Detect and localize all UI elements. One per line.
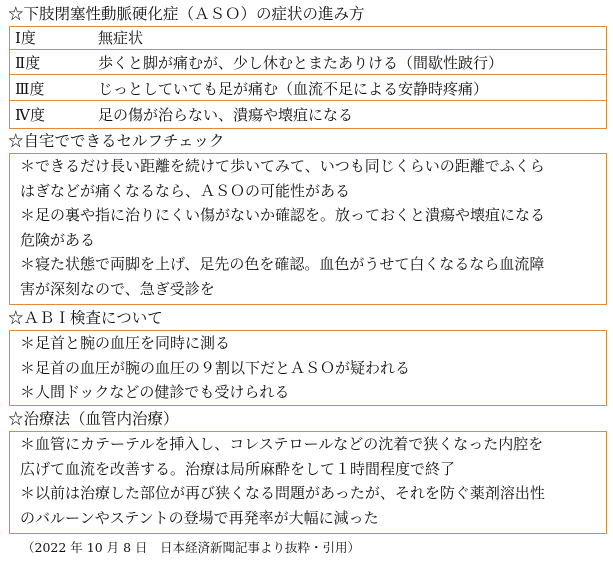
text-line: ＊寝た状態で両脚を上げ、足先の色を確認。血色がうせて白くなるなら血流障 bbox=[20, 255, 545, 273]
stage-description: じっとしていても足が痛む（血流不足による安静時疼痛） bbox=[98, 80, 489, 98]
text-line: ＊以前は治療した部位が再び狭くなる問題があったが、それを防ぐ薬剤溶出性 bbox=[20, 484, 545, 502]
source-citation: （2022 年 10 月 8 日 日本経済新聞記事より抜粋・引用） bbox=[22, 540, 361, 555]
stage-row-1 bbox=[10, 27, 606, 50]
self-check-box bbox=[9, 153, 607, 305]
text-line: ＊足の裏や指に治りにくい傷がないか確認を。放っておくと潰瘍や壊疽になる bbox=[20, 206, 546, 224]
section-title-self-check: ☆自宅でできるセルフチェック bbox=[8, 132, 225, 150]
text-line: はぎなどが痛くなるなら、ＡＳＯの可能性がある bbox=[20, 181, 351, 200]
abi-test-box bbox=[9, 330, 607, 406]
text-line: のバルーンやステントの登場で再発率が大幅に減った bbox=[20, 508, 379, 527]
treatment-box bbox=[9, 431, 607, 534]
text-line: 危険がある bbox=[20, 230, 96, 249]
stage-row-4 bbox=[10, 104, 606, 127]
text-line: ＊人間ドックなどの健診でも受けられる bbox=[20, 383, 290, 401]
self-check-text bbox=[20, 154, 600, 301]
section-title-abi-test: ☆ＡＢＩ検査について bbox=[8, 309, 163, 327]
stage-description: 歩くと脚が痛むが、少し休むとまたありける（間歇性跛行） bbox=[98, 54, 504, 72]
text-line: 広げて血流を改善する。治療は局所麻酔をして１時間程度で終了 bbox=[20, 459, 456, 478]
stage-label: Ⅳ度 bbox=[15, 106, 45, 124]
stage-row-3 bbox=[10, 78, 606, 101]
stage-label: Ⅱ度 bbox=[15, 54, 41, 72]
abi-test-text bbox=[20, 331, 600, 405]
stage-description: 無症状 bbox=[98, 29, 144, 47]
aso-stages-table bbox=[9, 26, 607, 129]
text-line: ＊できるだけ長い距離を続けて歩いてみて、いつも同じくらいの距離でふくら bbox=[20, 157, 545, 175]
treatment-text bbox=[20, 432, 600, 530]
section-title-treatment: ☆治療法（血管内治療） bbox=[8, 410, 179, 428]
stage-description: 足の傷が治らない、潰瘍や壊疽になる bbox=[98, 106, 354, 124]
section-title-aso-stages: ☆下肢閉塞性動脈硬化症（ＡＳＯ）の症状の進み方 bbox=[8, 5, 365, 23]
text-line: 害が深刻なので、急ぎ受診を bbox=[20, 279, 215, 298]
stage-label: Ⅲ度 bbox=[15, 80, 45, 98]
stage-label: Ⅰ度 bbox=[15, 29, 36, 47]
stage-row-2 bbox=[10, 52, 606, 75]
text-line: ＊足首と腕の血圧を同時に測る bbox=[20, 334, 231, 352]
text-line: ＊足首の血圧が腕の血圧の９割以下だとＡＳＯが疑われる bbox=[20, 358, 411, 377]
text-line: ＊血管にカテーテルを挿入し、コレステロールなどの沈着で狭くなった内腔を bbox=[20, 435, 544, 453]
